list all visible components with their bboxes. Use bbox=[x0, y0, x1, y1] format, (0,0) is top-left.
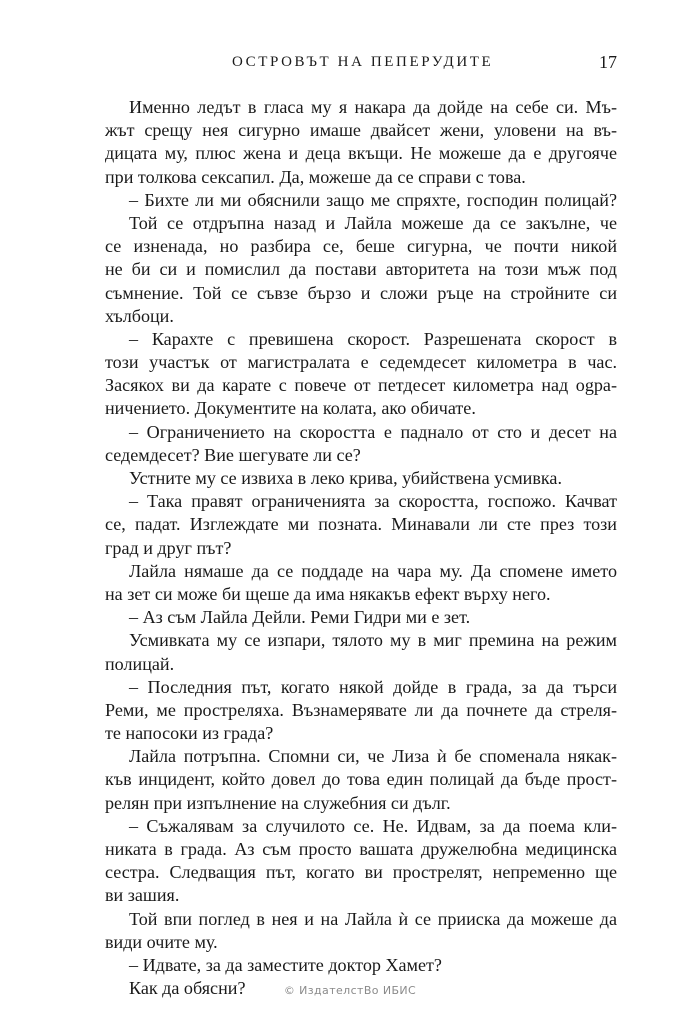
text-line: къв инцидент, който довел до това един полицай да бъде прост- bbox=[105, 769, 617, 790]
text-line: хълбоци. bbox=[105, 305, 174, 326]
text-line: – Карахте с превишена скорост. Разрешената скорост в bbox=[129, 328, 617, 349]
text-line: Именно ледът в гласа му я накара да дойде на себе си. Мъ- bbox=[129, 97, 617, 117]
text-line: съмнение. Той се съвзе бързо и сложи ръце на стройните си bbox=[105, 282, 617, 303]
text-line: Засякох ви да карате с повече от петдесет километра над ogра- bbox=[105, 375, 617, 396]
text-line: – Ограничението на скоростта е паднало от сто и десет на bbox=[129, 421, 617, 442]
text-line: при толкова сексапил. Да, можеше да се справи с това. bbox=[105, 166, 526, 187]
text-line: те напосоки из града? bbox=[105, 723, 274, 744]
text-line: Лайла нямаше да се поддаде на чара му. Да спомене името bbox=[129, 560, 617, 581]
running-title: ОСТРОВЪТ НА ПЕПЕРУДИТЕ bbox=[232, 54, 494, 70]
text-line: никата в града. Аз съм просто вашата дружелюбна медицинска bbox=[105, 839, 617, 859]
text-line: жът срещу нея сигурно имаше двайсет жени, уловени на въ- bbox=[105, 120, 617, 141]
text-line: този участък от магистралата е седемдесет километра в час. bbox=[105, 352, 617, 373]
text-line: не би си и помислил да постави авторитета на този мъж под bbox=[105, 259, 617, 280]
running-header bbox=[105, 54, 617, 80]
text-line: Реми, ме простреляха. Възнамерявате ли да почнете да стреля- bbox=[105, 699, 617, 720]
text-line: – Така правят ограниченията за скоростта, госпожо. Качват bbox=[129, 491, 617, 512]
text-line: се, падат. Изглеждате ми позната. Минавали ли сте през този bbox=[105, 514, 617, 535]
text-line: релян при изпълнение на служебния си дълг. bbox=[105, 792, 451, 813]
text-line: Той се отдръпна назад и Лайла можеше да се закълне, че bbox=[129, 212, 617, 233]
text-line: – Аз съм Лайла Дейли. Реми Гидри ми е зет. bbox=[129, 607, 471, 628]
text-line: Усмивката му се изпари, тялото му в миг премина на режим bbox=[129, 630, 617, 651]
text-line: на зет си може би щеше да има някакъв ефект върху него. bbox=[105, 583, 551, 604]
text-line: – Последния път, когато някой дойде в града, за да търси bbox=[129, 676, 617, 697]
text-line: седемдесет? Вие шегувате ли се? bbox=[105, 444, 361, 465]
text-line: Устните му се извиха в леко крива, убийствена усмивка. bbox=[129, 468, 562, 488]
text-line: сестра. Следващия път, когато ви прострелят, непременно ще bbox=[105, 862, 617, 883]
text-line: град и друг път? bbox=[105, 537, 232, 558]
text-line: види очите му. bbox=[105, 931, 218, 952]
text-line: Той впи поглед в нея и на Лайла ѝ се прииска да можеше да bbox=[129, 908, 617, 929]
text-line: Как да обясни? bbox=[129, 978, 246, 999]
text-line: полицай. bbox=[105, 653, 175, 674]
text-line: се изненада, но разбира се, беше сигурна, че почти никой bbox=[105, 236, 617, 257]
text-line: – Бихте ли ми обяснили защо ме спряхте, господин полицай? bbox=[129, 189, 617, 210]
text-line: Лайла потръпна. Спомни си, че Лиза ѝ бе споменала някак- bbox=[129, 746, 617, 767]
text-line: – Идвате, за да заместите доктор Хамет? bbox=[129, 954, 442, 975]
text-line: ви зашия. bbox=[105, 885, 180, 906]
text-line: ничението. Документите на колата, ако обичате. bbox=[105, 398, 476, 419]
publisher-copyright: © ИздателстВо ИБИС bbox=[283, 984, 417, 997]
text-line: – Съжалявам за случилото се. Не. Идвам, за да поема кли- bbox=[129, 815, 617, 836]
body-text bbox=[105, 96, 617, 1000]
page-number: 17 bbox=[599, 52, 617, 72]
text-line: дицата му, плюс жена и деца вкъщи. Не можеше да е другояче bbox=[105, 143, 617, 164]
